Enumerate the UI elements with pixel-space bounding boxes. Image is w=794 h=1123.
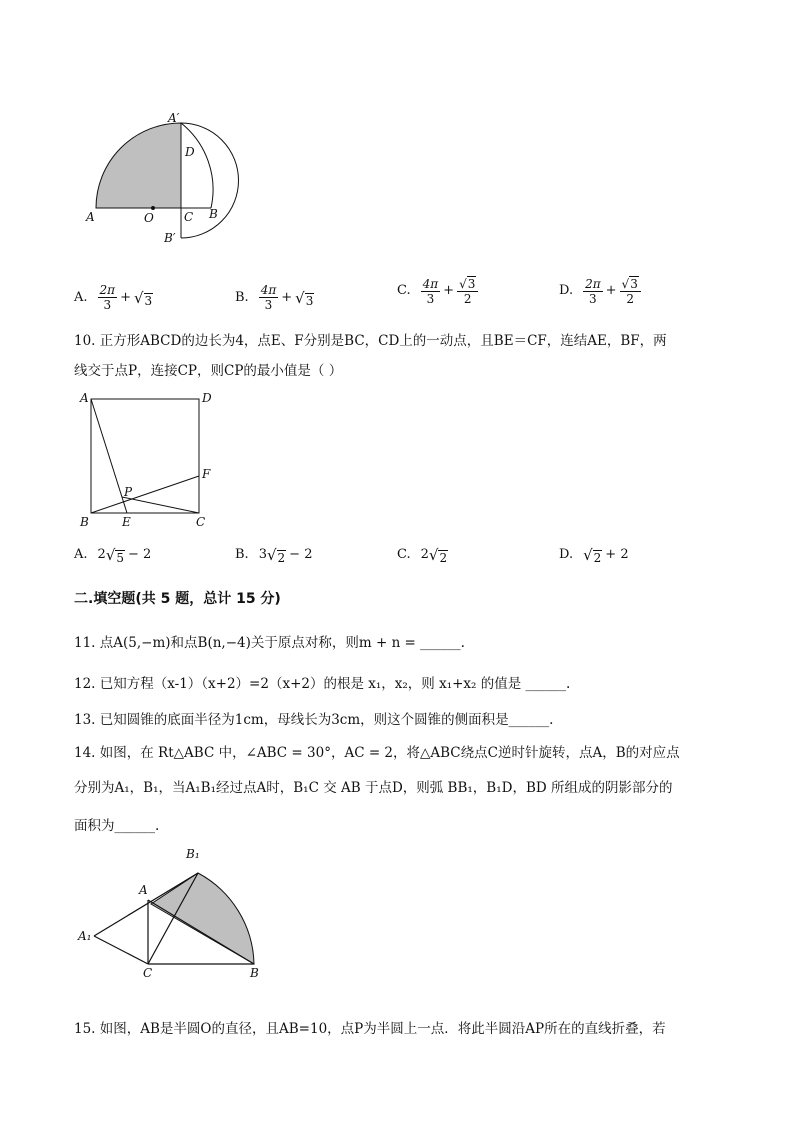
q10-line1: 10. 正方形ABCD的边长为4，点E、F分别是BC，CD上的一动点，且BE＝CF，连结AE，BF，两 <box>74 333 667 349</box>
label-D: D <box>185 145 195 159</box>
shaded-region <box>96 123 181 208</box>
sqrt: √ 3 <box>133 288 153 308</box>
label-A1: A₁ <box>78 929 92 943</box>
option-label: A. <box>74 289 88 305</box>
label-F: F <box>202 467 211 481</box>
q10-option-b[interactable]: B. 3 √ 2 − 2 <box>235 546 313 565</box>
label-C: C <box>184 210 194 224</box>
figure-q9 <box>78 108 258 248</box>
label-B: B <box>80 515 89 529</box>
section-title: 二.填空题(共 5 题，总计 15 分) <box>74 591 281 607</box>
label-B: B <box>209 207 218 221</box>
shaded-sector <box>151 873 254 964</box>
label-O: O <box>144 211 154 225</box>
label-A: A <box>139 883 148 897</box>
line-CP <box>122 497 199 513</box>
label-D: D <box>202 391 212 405</box>
q14-line1: 14. 如图，在 Rt△ABC 中，∠ABC = 30°，AC = 2，将△ABC绕点C逆时针旋转，点A，B的对应点 <box>74 745 680 761</box>
figure-q14 <box>74 840 274 980</box>
label-C: C <box>143 966 153 980</box>
q10-option-c[interactable]: C. 2 √ 2 <box>397 546 448 565</box>
label-C: C <box>196 515 206 529</box>
q10-option-a[interactable]: A. 2 √ 5 − 2 <box>74 546 152 565</box>
q12-text: 12. 已知方程（x-1）（x+2）=2（x+2）的根是 x₁，x₂，则 x₁+x₂ 的值是 ______. <box>74 676 571 692</box>
line-BF <box>91 476 199 513</box>
q9-option-a[interactable]: A. $\frac{2\pi}{3}$ + √ 3 <box>74 283 153 312</box>
label-A: A <box>86 210 95 224</box>
q9-option-d[interactable]: D. $\frac{2\pi}{3}$ + √ 3 2 <box>559 276 641 306</box>
square <box>91 399 199 513</box>
q9-option-b[interactable]: B. $\frac{4\pi}{3}$ + √ 3 <box>235 283 314 312</box>
center-point <box>151 206 155 210</box>
label-B-prime: B′ <box>164 231 176 245</box>
q14-line2: 分别为A₁，B₁，当A₁B₁经过点A时，B₁C 交 AB 于点D，则弧 BB₁，B₁D，BD 所组成的阴影部分的 <box>74 780 673 796</box>
semicircle-arc <box>181 123 213 208</box>
q10-option-d[interactable]: D. √ 2 + 2 <box>559 546 629 565</box>
q9-option-c[interactable]: C. $\frac{4\pi}{3}$ + √ 3 2 <box>397 276 478 306</box>
label-B: B <box>250 966 259 980</box>
q14-line3: 面积为______. <box>74 818 160 834</box>
fraction: $\frac{2\pi}{3}$ <box>99 283 116 312</box>
figure-q10 <box>74 390 224 532</box>
label-B1: B₁ <box>186 847 200 861</box>
label-P: P <box>124 485 133 499</box>
label-E: E <box>122 515 131 529</box>
q15-text: 15. 如图，AB是半圆O的直径，且AB=10，点P为半圆上一点．将此半圆沿AP所在的直线折叠，若 <box>74 1021 666 1037</box>
q11-text: 11. 点A(5,−m)和点B(n,−4)关于原点对称，则m + n = ______. <box>74 635 465 651</box>
label-A: A <box>80 391 89 405</box>
line-AE <box>91 399 127 513</box>
line-A1-C <box>94 936 148 964</box>
q10-line2: 线交于点P，连接CP，则CP的最小值是（ ） <box>74 363 343 379</box>
label-A-prime: A′ <box>168 111 180 125</box>
q13-text: 13. 已知圆锥的底面半径为1cm，母线长为3cm，则这个圆锥的侧面积是______. <box>74 712 554 728</box>
